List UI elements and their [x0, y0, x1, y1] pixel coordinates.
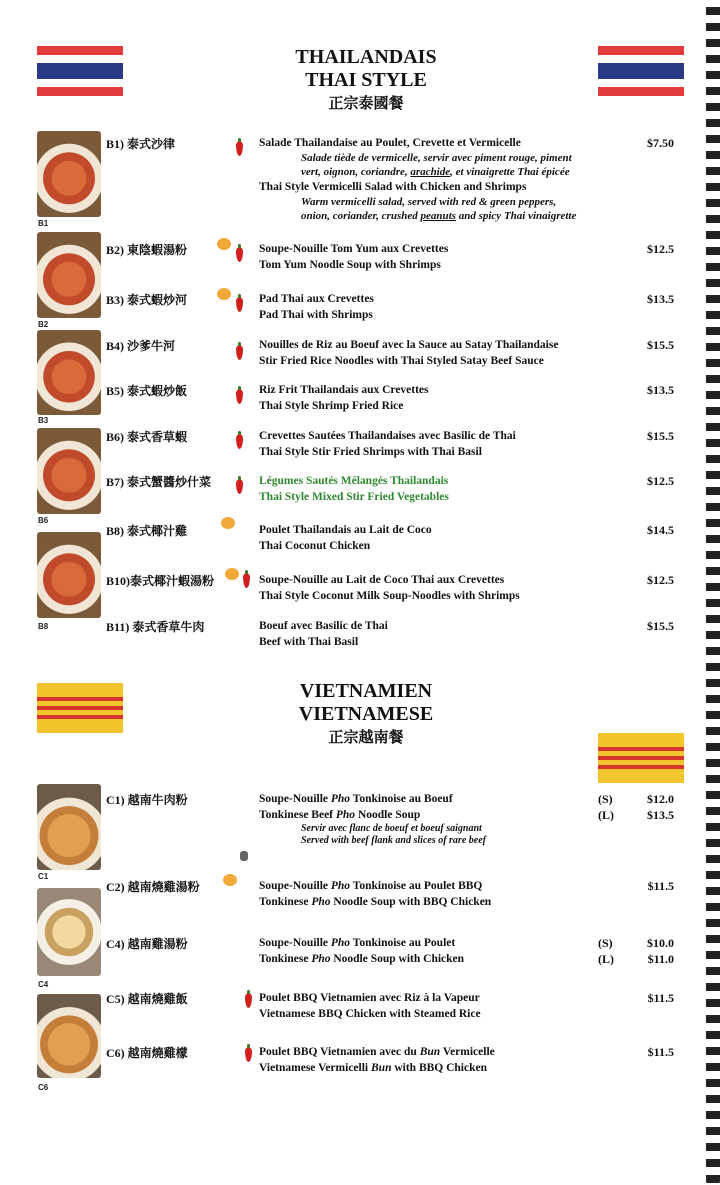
food-photo-c1: [37, 784, 101, 870]
desc-line: Nouilles de Riz au Boeuf avec la Sauce au Satay Thailandaise: [259, 339, 559, 351]
desc-line: Soupe-Nouille Pho Tonkinoise au Poulet: [259, 937, 456, 949]
peanut-icon: [217, 288, 231, 300]
item-price-b6: $15.5: [647, 429, 674, 443]
food-photo-c6: [37, 994, 101, 1078]
item-code-c4: C4) 越南雞湯粉: [106, 937, 188, 951]
desc-line: Soupe-Nouille Tom Yum aux Crevettes: [259, 243, 449, 255]
thai-title-zh: 正宗泰國餐: [328, 96, 404, 112]
peanut-icon: [221, 517, 235, 529]
thai-title-fr: THAILANDAIS: [295, 46, 437, 68]
food-photo-b1: [37, 131, 101, 217]
chili-icon: [235, 138, 244, 156]
item-price-b10: $12.5: [647, 573, 674, 587]
item-price-b5: $13.5: [647, 383, 674, 397]
desc-line: Poulet Thailandais au Lait de Coco: [259, 524, 432, 536]
item-desc-b2: [259, 241, 629, 273]
item-price-c2: $11.5: [647, 879, 674, 893]
item-price-b4: $15.5: [647, 338, 674, 352]
item-desc-b3: [259, 291, 629, 323]
item-desc-b11: [259, 618, 629, 650]
item-code-b3: B3) 泰式蝦炒河: [106, 293, 188, 307]
item-code-b10: B10)泰式椰汁蝦湯粉: [106, 574, 215, 588]
item-desc-c1: [259, 791, 629, 847]
desc-line: Thai Coconut Chicken: [259, 540, 371, 552]
desc-sub-line: vert, oignon, coriandre, arachide, et vinaigrette Thai épicée: [301, 166, 570, 178]
desc-line: Soupe-Nouille Pho Tonkinoise au Poulet BBQ: [259, 880, 483, 892]
photo-label-b2: B2: [38, 320, 49, 329]
food-photo-b2: [37, 232, 101, 318]
desc-sub-line: Servir avec flanc de boeuf et boeuf saignant: [301, 823, 482, 834]
item-desc-b4: [259, 337, 629, 369]
chili-icon: [235, 476, 244, 494]
size-large-c4: (L): [598, 952, 614, 966]
desc-line: Soupe-Nouille Pho Tonkinoise au Boeuf: [259, 793, 453, 805]
vietnam-flag-left: [37, 683, 123, 733]
thai-flag-left: [37, 46, 123, 96]
item-desc-b8: [259, 522, 629, 554]
item-code-b8: B8) 泰式椰汁雞: [106, 524, 188, 538]
desc-line: Thai Style Coconut Milk Soup-Noodles with Shrimps: [259, 590, 520, 602]
photo-label-c4: C4: [38, 980, 49, 989]
item-desc-c5: [259, 990, 629, 1022]
item-code-b4: B4) 沙爹牛河: [106, 339, 176, 353]
photo-label-b6: B6: [38, 516, 49, 525]
food-photo-b8: [37, 532, 101, 618]
desc-line: Tonkinese Pho Noodle Soup with Chicken: [259, 953, 465, 965]
item-price-c6: $11.5: [647, 1045, 674, 1059]
desc-line: Salade Thailandaise au Poulet, Crevette et Vermicelle: [259, 137, 521, 149]
item-code-c2: C2) 越南燒雞湯粉: [106, 880, 200, 894]
desc-line: Légumes Sautés Mélangés Thailandais: [259, 475, 449, 487]
chili-icon: [235, 342, 244, 360]
item-code-b5: B5) 泰式蝦炒飯: [106, 384, 188, 398]
item-price-b2: $12.5: [647, 242, 674, 256]
chili-icon: [244, 1044, 253, 1062]
desc-line: Pad Thai with Shrimps: [259, 309, 373, 321]
item-code-c5: C5) 越南燒雞飯: [106, 992, 188, 1006]
item-price-b8: $14.5: [647, 523, 674, 537]
desc-line: Thai Style Shrimp Fried Rice: [259, 400, 404, 412]
item-code-b6: B6) 泰式香草蝦: [106, 430, 188, 444]
desc-sub-line: Warm vermicelli salad, served with red & green peppers,: [301, 196, 557, 208]
desc-line: Riz Frit Thailandais aux Crevettes: [259, 384, 429, 396]
desc-line: Tonkinese Beef Pho Noodle Soup: [259, 809, 421, 821]
item-price-c1-small: $12.0: [647, 792, 674, 806]
photo-label-b1: B1: [38, 219, 49, 228]
desc-sub-line: onion, coriander, crushed peanuts and spicy Thai vinaigrette: [301, 210, 577, 222]
peanut-icon: [223, 874, 237, 886]
item-desc-b5: [259, 382, 629, 414]
item-desc-c2: [259, 878, 629, 910]
desc-line: Pad Thai aux Crevettes: [259, 293, 374, 305]
item-code-b1: B1) 泰式沙律: [106, 137, 176, 151]
item-price-b11: $15.5: [647, 619, 674, 633]
viet-title-fr: VIETNAMIEN: [299, 680, 433, 702]
spiral-binding: [706, 0, 720, 1185]
viet-title-zh: 正宗越南餐: [328, 730, 404, 746]
desc-sub-line: Served with beef flank and slices of rare beef: [301, 835, 486, 846]
chili-icon: [244, 990, 253, 1008]
thai-title-en: THAI STYLE: [305, 69, 427, 91]
item-price-c4-large: $11.0: [647, 952, 674, 966]
desc-line: Tom Yum Noodle Soup with Shrimps: [259, 259, 441, 271]
size-small-c4: (S): [598, 936, 613, 950]
item-price-c5: $11.5: [647, 991, 674, 1005]
vietnam-flag-right: [598, 733, 684, 783]
item-code-c1: C1) 越南牛肉粉: [106, 793, 188, 807]
viet-title-en: VIETNAMESE: [298, 703, 434, 725]
food-photo-c4: [37, 888, 101, 976]
peanut-icon: [217, 238, 231, 250]
item-code-b2: B2) 東陰蝦湯粉: [106, 243, 188, 257]
item-price-b3: $13.5: [647, 292, 674, 306]
desc-line: Vietnamese Vermicelli Bun with BBQ Chicken: [259, 1062, 488, 1074]
photo-label-c1: C1: [38, 872, 49, 881]
photo-label-b3: B3: [38, 416, 49, 425]
item-code-c6: C6) 越南燒雞檬: [106, 1046, 188, 1060]
food-photo-b6: [37, 428, 101, 514]
chili-icon: [235, 244, 244, 262]
desc-line: Thai Style Vermicelli Salad with Chicken and Shrimps: [259, 181, 527, 193]
size-large-c1: (L): [598, 808, 614, 822]
desc-line: Vietnamese BBQ Chicken with Steamed Rice: [259, 1008, 481, 1020]
peanut-icon: [225, 568, 239, 580]
thai-flag-right: [598, 46, 684, 96]
size-small-c1: (S): [598, 792, 613, 806]
pepper-flake-icon: [240, 851, 248, 861]
desc-line: Stir Fried Rice Noodles with Thai Styled Satay Beef Sauce: [259, 355, 544, 367]
chili-icon: [235, 294, 244, 312]
desc-line: Crevettes Sautées Thailandaises avec Basilic de Thai: [259, 430, 516, 442]
viet-section-heading: [246, 680, 486, 748]
chili-icon: [242, 570, 251, 588]
photo-label-b8: B8: [38, 622, 49, 631]
item-price-b1: $7.50: [647, 136, 674, 150]
food-photo-b3: [37, 330, 101, 415]
desc-line: Thai Style Mixed Stir Fried Vegetables: [259, 491, 449, 503]
desc-line: Beef with Thai Basil: [259, 636, 359, 648]
item-desc-b6: [259, 428, 629, 460]
desc-line: Poulet BBQ Vietnamien avec Riz à la Vapeur: [259, 992, 480, 1004]
item-price-c1-large: $13.5: [647, 808, 674, 822]
chili-icon: [235, 431, 244, 449]
desc-sub-line: Salade tiède de vermicelle, servir avec piment rouge, piment: [301, 152, 572, 164]
item-desc-b7: [259, 473, 629, 505]
item-desc-b10: [259, 572, 629, 604]
item-desc-c6: [259, 1044, 629, 1076]
item-desc-b1: [259, 135, 629, 223]
photo-label-c6: C6: [38, 1083, 49, 1092]
item-code-b11: B11) 泰式香草牛肉: [106, 620, 205, 634]
desc-line: Boeuf avec Basilic de Thai: [259, 620, 388, 632]
item-price-c4-small: $10.0: [647, 936, 674, 950]
desc-line: Thai Style Stir Fried Shrimps with Thai Basil: [259, 446, 482, 458]
desc-line: Poulet BBQ Vietnamien avec du Bun Vermicelle: [259, 1046, 495, 1058]
item-desc-c4: [259, 935, 629, 967]
desc-line: Tonkinese Pho Noodle Soup with BBQ Chicken: [259, 896, 492, 908]
item-price-b7: $12.5: [647, 474, 674, 488]
chili-icon: [235, 386, 244, 404]
item-code-b7: B7) 泰式蟹醬炒什菜: [106, 475, 212, 489]
desc-line: Soupe-Nouille au Lait de Coco Thai aux Crevettes: [259, 574, 505, 586]
thai-section-heading: [246, 46, 486, 114]
